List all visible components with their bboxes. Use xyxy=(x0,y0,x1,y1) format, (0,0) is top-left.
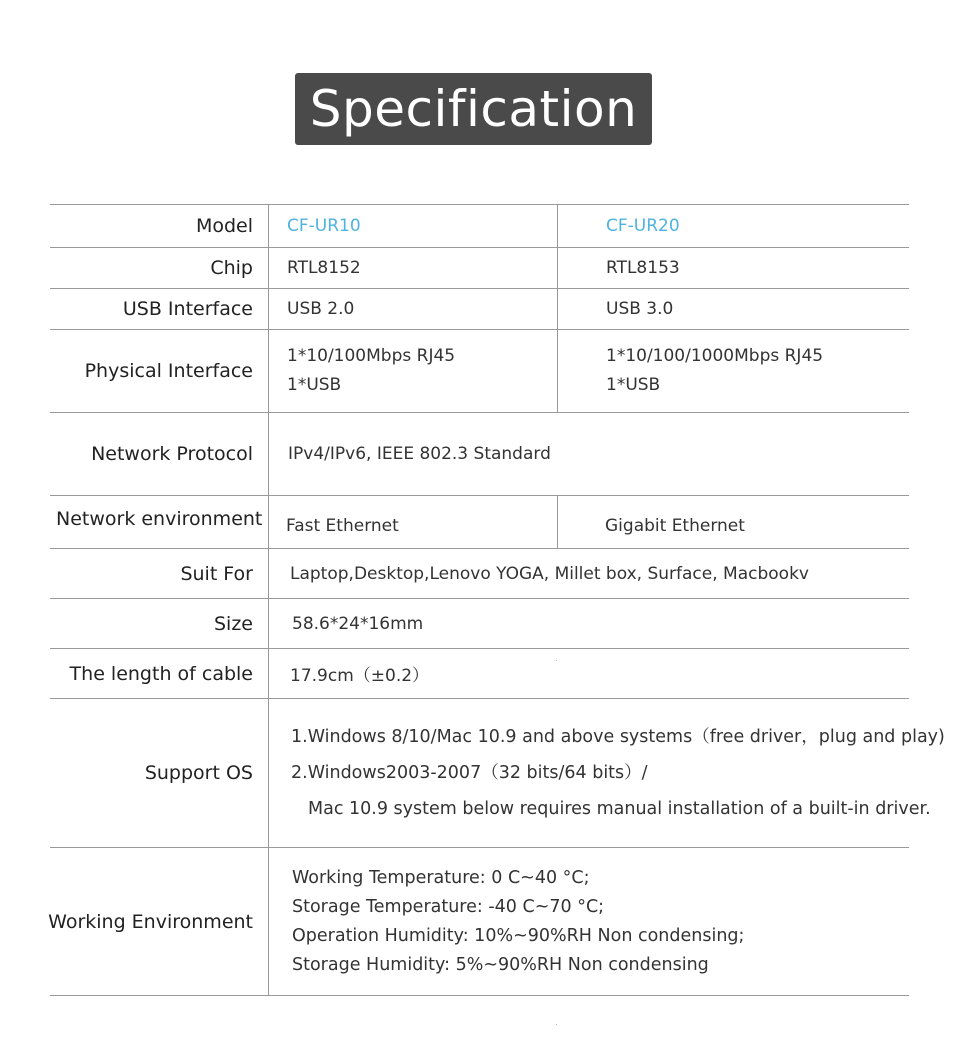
row-label: Network Protocol xyxy=(50,413,269,495)
column-divider xyxy=(557,248,558,288)
protocol-value: IPv4/IPv6, IEEE 802.3 Standard xyxy=(288,444,551,464)
chip-value-2: RTL8153 xyxy=(606,258,680,278)
working-line: Storage Humidity: 5%~90%RH Non condensing xyxy=(292,954,709,975)
row-label: Suit For xyxy=(50,549,269,598)
spec-row-os xyxy=(50,699,945,848)
physical-line: 1*10/100Mbps RJ45 xyxy=(287,346,456,366)
row-label: Support OS xyxy=(50,699,269,847)
row-label: USB Interface xyxy=(50,289,269,329)
size-value: 58.6*24*16mm xyxy=(292,613,424,634)
spec-table xyxy=(48,204,945,996)
spec-row-chip xyxy=(50,248,909,289)
environment-value-2: Gigabit Ethernet xyxy=(605,516,745,536)
row-label: Chip xyxy=(50,248,269,288)
spec-row-cable xyxy=(50,649,909,699)
working-line: Operation Humidity: 10%~90%RH Non condensing; xyxy=(292,925,745,946)
row-label: Model xyxy=(50,205,269,247)
spec-row-environment xyxy=(50,496,909,549)
row-label: Size xyxy=(50,599,269,648)
environment-value-1: Fast Ethernet xyxy=(286,516,399,536)
chip-value-1: RTL8152 xyxy=(287,258,361,278)
column-divider xyxy=(557,289,558,329)
physical-line: 1*USB xyxy=(287,375,342,395)
spec-row-protocol xyxy=(50,413,909,496)
physical-value-1 xyxy=(287,330,455,412)
column-divider xyxy=(557,496,558,548)
model-cf-ur10: CF-UR10 xyxy=(287,216,361,236)
spec-row-working xyxy=(50,848,909,996)
row-label: Physical Interface xyxy=(50,330,269,412)
os-line: Mac 10.9 system below requires manual installation of a built-in driver. xyxy=(308,799,931,819)
working-line: Storage Temperature: -40 C~70 °C; xyxy=(292,896,605,917)
os-value xyxy=(291,699,945,847)
page-title: Specification xyxy=(309,80,638,138)
row-label: Network environment xyxy=(50,496,269,548)
usb-value-1: USB 2.0 xyxy=(287,299,355,319)
os-line: 1.Windows 8/10/Mac 10.9 and above systems（free driver，plug and play) xyxy=(291,727,945,747)
spec-row-suit xyxy=(50,549,909,599)
spec-row-model xyxy=(50,205,909,248)
title-banner xyxy=(295,73,652,145)
row-label: Working Environment xyxy=(50,848,269,995)
cable-value: 17.9cm（±0.2） xyxy=(290,666,430,686)
working-line: Working Temperature: 0 C~40 °C; xyxy=(292,867,590,888)
spec-row-size xyxy=(50,599,909,649)
column-divider xyxy=(557,330,558,412)
physical-line: 1*10/100/1000Mbps RJ45 xyxy=(606,346,824,366)
suit-value: Laptop,Desktop,Lenovo YOGA, Millet box, Surface, Macbookv xyxy=(290,563,809,584)
column-divider xyxy=(557,205,558,247)
row-label: The length of cable xyxy=(50,649,269,698)
physical-line: 1*USB xyxy=(606,375,661,395)
decorative-dot xyxy=(556,660,557,661)
os-line: 2.Windows2003-2007（32 bits/64 bits）/ xyxy=(291,763,648,783)
physical-value-2 xyxy=(606,330,823,412)
working-value xyxy=(292,848,909,995)
decorative-dot xyxy=(556,1024,557,1025)
usb-value-2: USB 3.0 xyxy=(606,299,674,319)
spec-row-physical xyxy=(50,330,909,413)
model-cf-ur20: CF-UR20 xyxy=(606,216,680,236)
spec-row-usb xyxy=(50,289,909,330)
